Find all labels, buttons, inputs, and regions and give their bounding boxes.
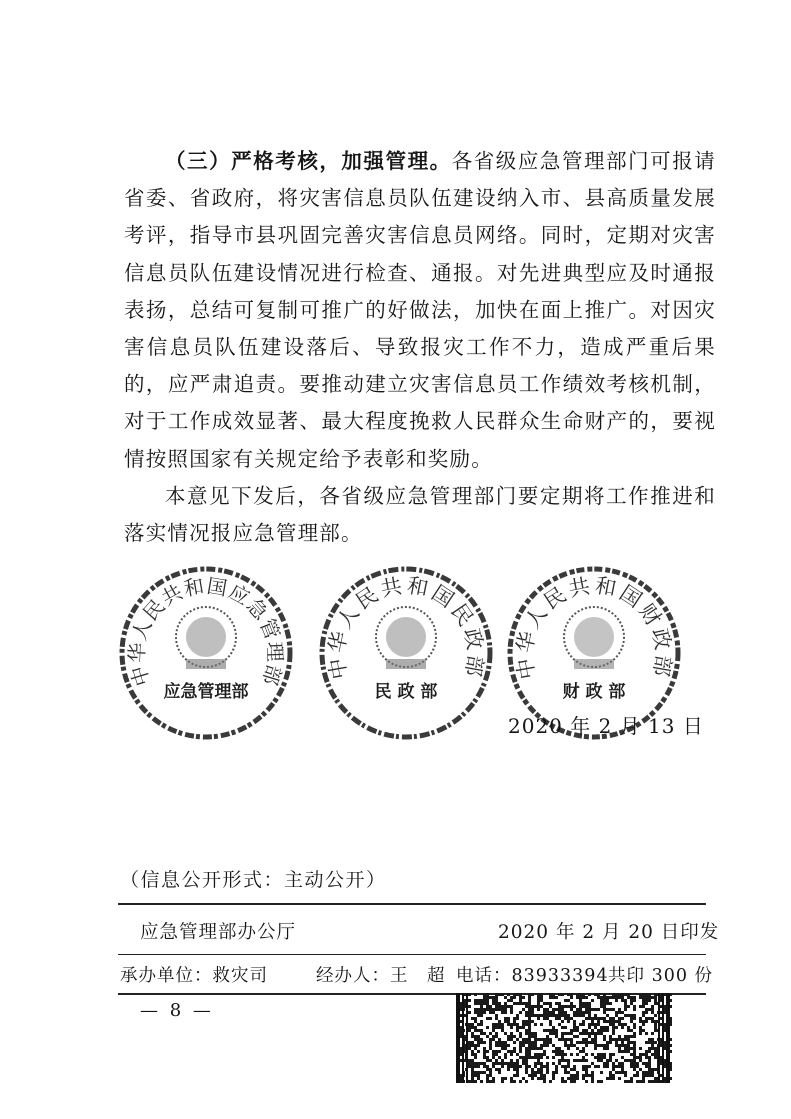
seal-center-text: 财 政 部 <box>562 682 626 702</box>
divider <box>118 903 706 905</box>
paragraph-text: 各省级应急管理部门可报请省委、省政府，将灾害信息员队伍建设纳入市、县高质量发展考评，指导市县巩固完善灾害信息员网络。同时，定期对灾害信息员队伍建设情况进行检查、通报。对先进典型应及时通报表扬，总结可复制可推广的好做法，加快在面上推广。对因灾害信息员队伍建设落后、导致报灾工作不力，造成严重后果的，应严肃追责。要推动建立灾害信息员工作绩效考核机制，对于工作成效显著、最大程度挽救人民群众生命财产的，要视情按照国家有关规定给予表彰和奖励。 <box>124 149 716 471</box>
handler-name: 经办人：王 超 <box>316 966 446 986</box>
seal-center-text: 民 政 部 <box>374 682 438 702</box>
seal-emblem-icon <box>118 565 294 741</box>
paragraph-assessment <box>124 143 716 478</box>
seal-civil-affairs <box>318 565 494 741</box>
seal-ring-text: 中华人民共和国民政部 <box>324 573 488 682</box>
paragraph-closing <box>124 478 716 552</box>
seal-center-text: 应急管理部 <box>163 682 249 702</box>
signature-date: 2020 年 2 月 13 日 <box>508 714 704 738</box>
divider <box>118 954 706 955</box>
document-body <box>124 143 716 552</box>
copies-printed: 共印 300 份 <box>608 966 714 986</box>
paragraph-text: 本意见下发后，各省级应急管理部门要定期将工作推进和落实情况报应急管理部。 <box>124 483 716 546</box>
barcode-icon <box>456 993 672 1083</box>
issue-date: 2020 年 2 月 20 日印发 <box>498 922 720 943</box>
seal-emergency-management <box>118 565 294 741</box>
undertaking-unit: 承办单位：救灾司 <box>120 966 268 986</box>
paragraph-heading: （三）严格考核，加强管理。 <box>165 149 452 173</box>
phone-number: 电话：83933394 <box>456 966 609 986</box>
disclosure-note: （信息公开形式：主动公开） <box>120 869 387 891</box>
seal-ring-text: 中华人民共和国财政部 <box>512 573 676 682</box>
seal-ring-text: 中华人民共和国应急管理部 <box>124 573 288 689</box>
seal-emblem-icon <box>318 565 494 741</box>
page-number: — 8 — <box>140 1000 214 1021</box>
issuing-office: 应急管理部办公厅 <box>140 922 297 943</box>
